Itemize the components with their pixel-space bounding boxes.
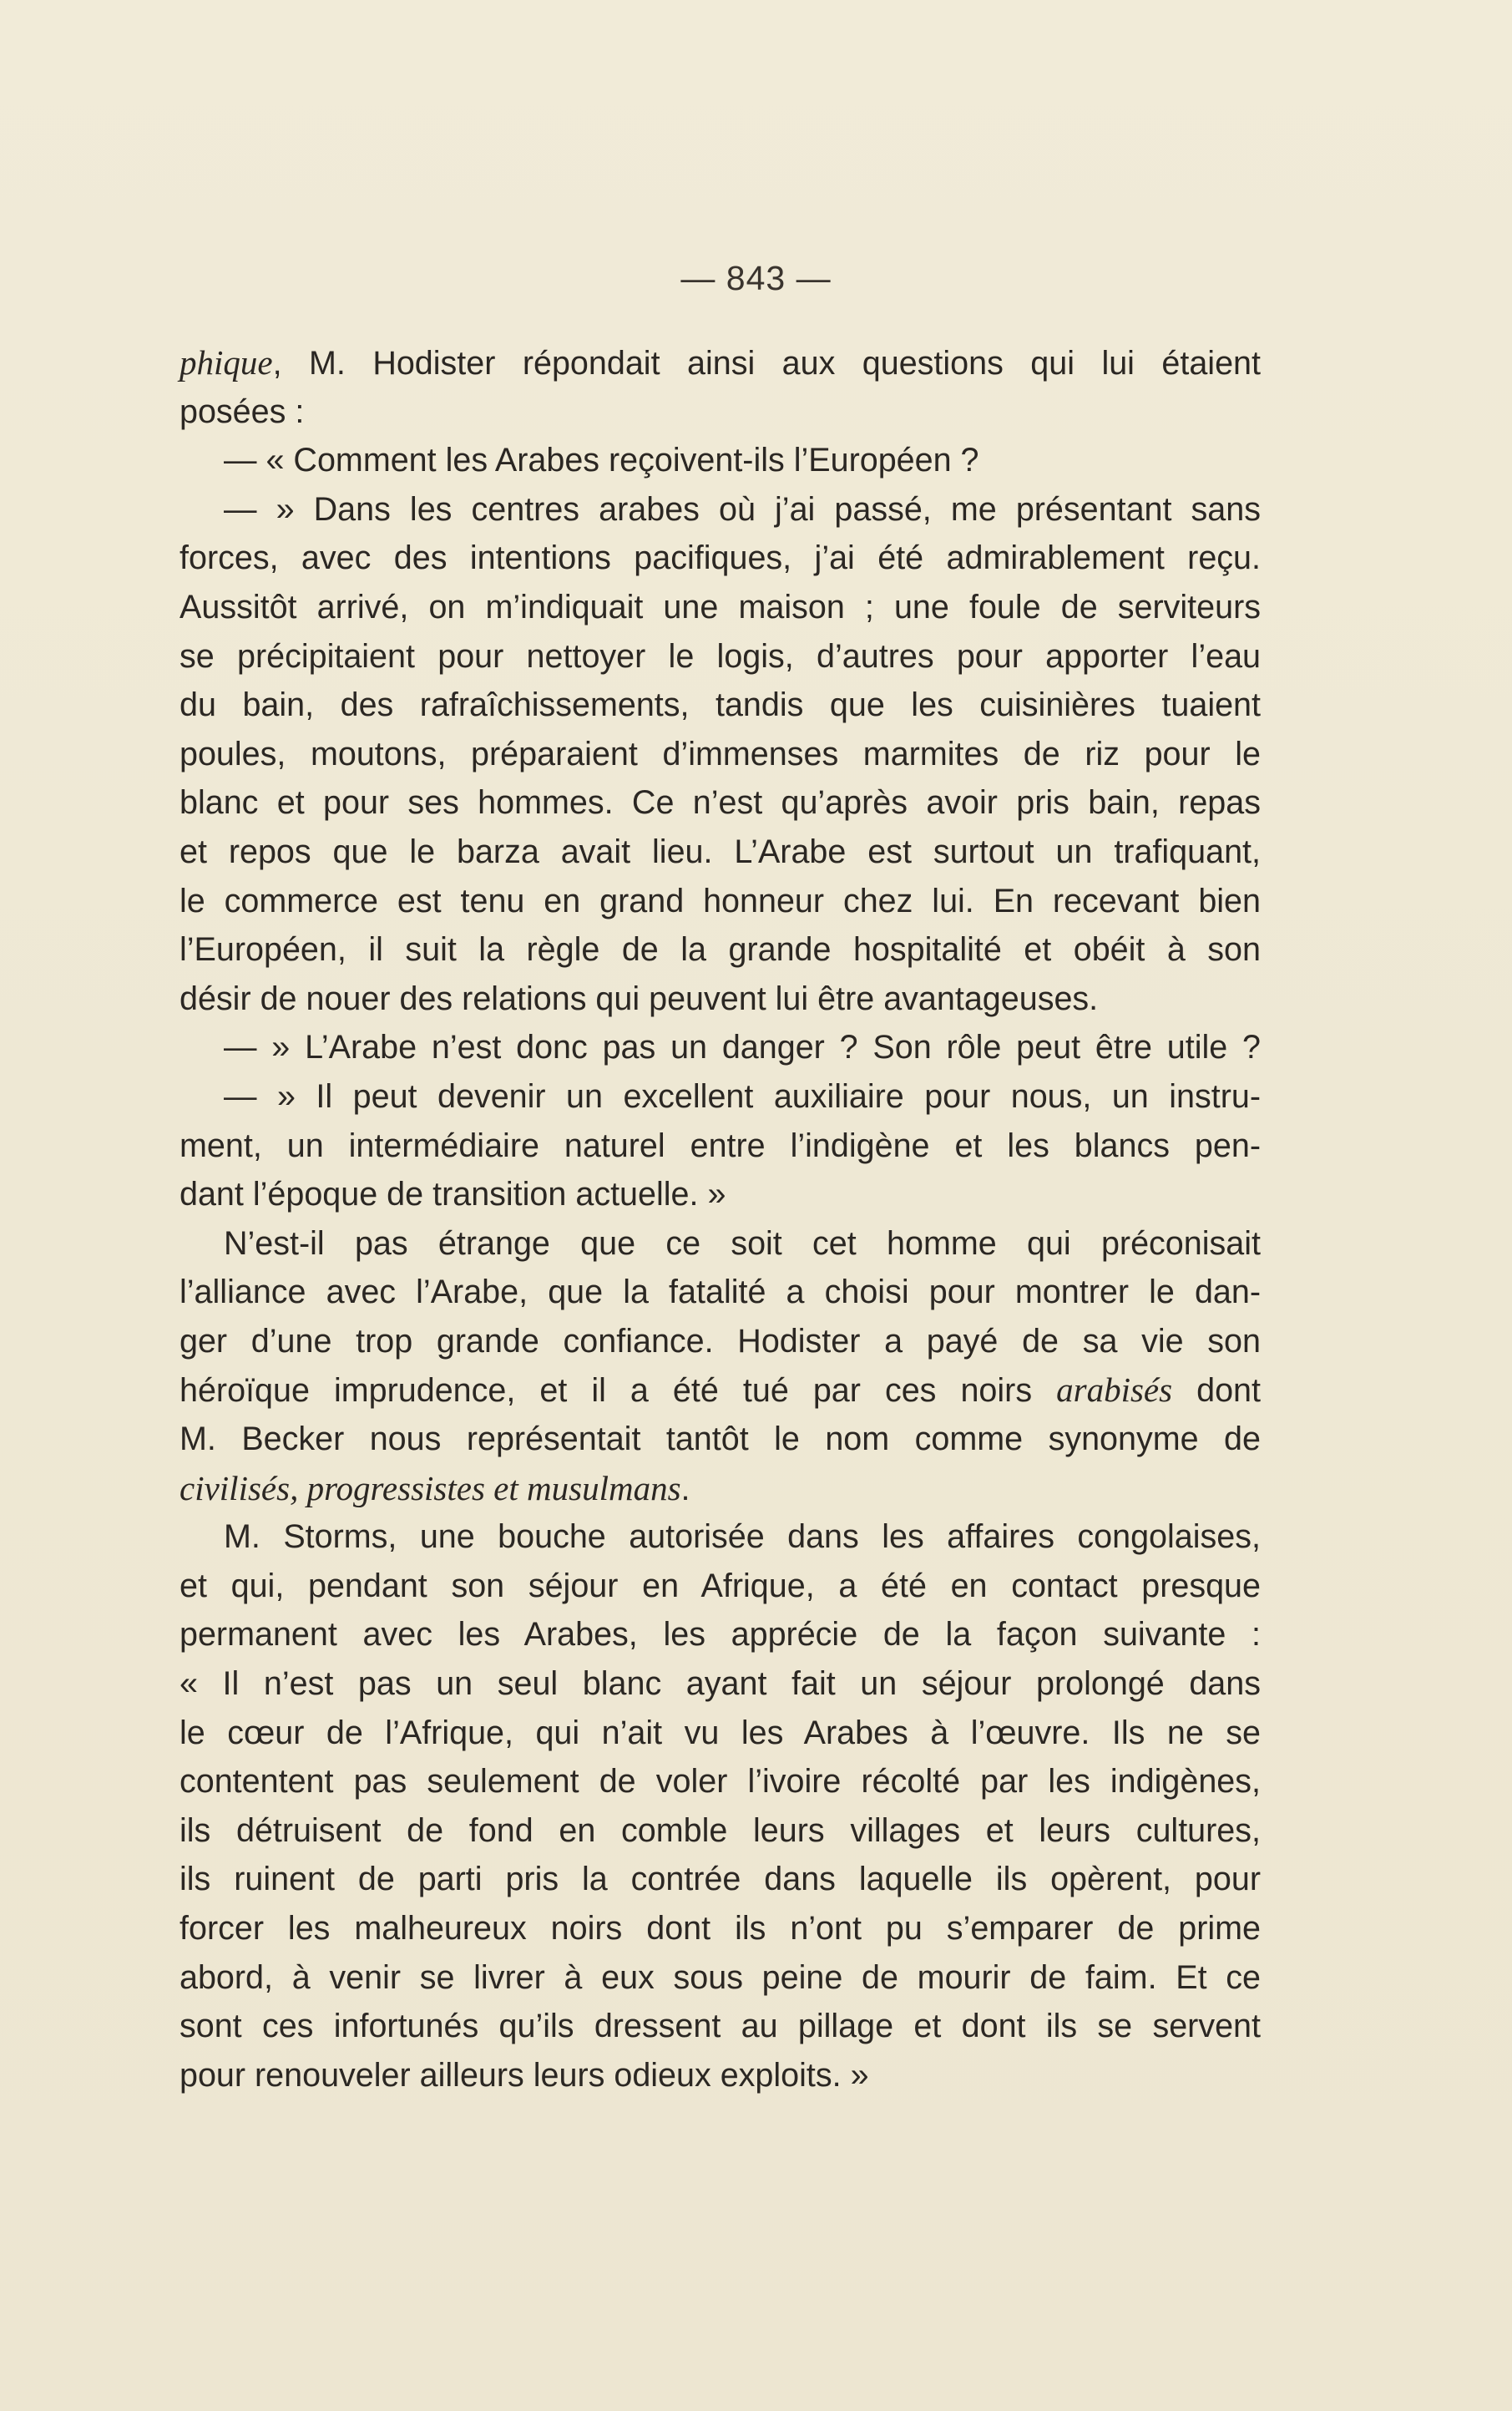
text-segment: M. Becker nous représentait tantôt le nom comme synonyme de — [180, 1421, 1261, 1458]
text-segment: sont ces infortunés qu’ils dressent au pillage et dont ils se servent — [180, 2008, 1261, 2045]
text-segment: héroïque imprudence, et il a été tué par ces noirs — [180, 1372, 1057, 1410]
text-segment: Aussitôt arrivé, on m’indiquait une maison ; une foule de serviteurs — [180, 588, 1261, 626]
body-text — [180, 338, 1261, 2099]
italic-text: civilisés, progressistes et musulmans — [180, 1468, 681, 1507]
text-segment: du bain, des rafraîchissements, tandis que les cuisinières tuaient — [180, 686, 1261, 724]
text-line — [180, 1953, 1261, 2003]
text-line — [180, 1023, 1261, 1072]
text-line — [180, 1855, 1261, 1904]
text-line — [180, 1415, 1261, 1464]
text-segment: N’est-il pas étrange que ce soit cet homme qui préconisait — [224, 1224, 1261, 1262]
text-line — [180, 1562, 1261, 1611]
text-line — [180, 681, 1261, 730]
text-line — [180, 1904, 1261, 1953]
text-line — [180, 1610, 1261, 1659]
text-line — [180, 1757, 1261, 1806]
text-line — [180, 583, 1261, 632]
text-line — [180, 1365, 1261, 1415]
text-segment: ils ruinent de parti pris la contrée dans laquelle ils opèrent, pour — [180, 1861, 1261, 1898]
text-line — [180, 1170, 1261, 1219]
text-line — [180, 1806, 1261, 1856]
text-line — [180, 632, 1261, 681]
text-segment: le cœur de l’Afrique, qui n’ait vu les Arabes à l’œuvre. Ils ne se — [180, 1714, 1261, 1751]
text-line — [180, 730, 1261, 779]
text-segment: blanc et pour ses hommes. Ce n’est qu’après avoir pris bain, repas — [180, 784, 1261, 822]
text-segment: — « Comment les Arabes reçoivent-ils l’Européen ? — [224, 442, 979, 479]
text-segment: l’alliance avec l’Arabe, que la fatalité a choisi pour montrer le dan- — [180, 1274, 1261, 1311]
italic-text: arabisés — [1056, 1370, 1173, 1410]
text-line — [180, 1317, 1261, 1366]
text-line — [180, 1512, 1261, 1562]
text-segment: ger d’une trop grande confiance. Hodister a payé de sa vie son — [180, 1322, 1261, 1360]
text-segment: permanent avec les Arabes, les apprécie de la façon suivante : — [180, 1616, 1261, 1654]
text-segment: , M. Hodister répondait ainsi aux questions qui lui étaient — [272, 345, 1261, 382]
text-segment: — » Il peut devenir un excellent auxiliaire pour nous, un instru- — [224, 1077, 1261, 1115]
text-segment: dont — [1172, 1372, 1261, 1410]
text-line — [180, 1659, 1261, 1709]
text-line — [180, 485, 1261, 534]
text-line — [180, 975, 1261, 1024]
text-line — [180, 1072, 1261, 1122]
text-segment: le commerce est tenu en grand honneur chez lui. En recevant bien — [180, 882, 1261, 919]
text-line — [180, 1268, 1261, 1317]
text-line — [180, 2051, 1261, 2100]
text-segment: désir de nouer des relations qui peuvent lui être avantageuses. — [180, 980, 1099, 1017]
text-segment: poules, moutons, préparaient d’immenses marmites de riz pour le — [180, 735, 1261, 772]
text-line — [180, 2002, 1261, 2051]
text-segment: pour renouveler ailleurs leurs odieux exploits. » — [180, 2056, 869, 2094]
text-line — [180, 925, 1261, 975]
text-segment: et repos que le barza avait lieu. L’Arabe est surtout un trafiquant, — [180, 833, 1261, 870]
text-line — [180, 1709, 1261, 1758]
page-number: — 843 — — [680, 259, 832, 297]
text-segment: M. Storms, une bouche autorisée dans les affaires congolaises, — [224, 1518, 1261, 1556]
text-line — [180, 1122, 1261, 1171]
text-segment: se précipitaient pour nettoyer le logis, d’autres pour apporter l’eau — [180, 637, 1261, 675]
text-line — [180, 1464, 1261, 1513]
text-segment: . — [680, 1470, 690, 1507]
text-segment: ils détruisent de fond en comble leurs villages et leurs cultures, — [180, 1811, 1261, 1849]
text-segment: — » L’Arabe n’est donc pas un danger ? Son rôle peut être utile ? — [224, 1029, 1261, 1066]
text-segment: — » Dans les centres arabes où j’ai passé, me présentant sans — [224, 490, 1261, 528]
text-line — [180, 1219, 1261, 1269]
text-line — [180, 436, 1261, 485]
italic-text: phique — [180, 343, 273, 382]
text-segment: contentent pas seulement de voler l’ivoire récolté par les indigènes, — [180, 1763, 1261, 1801]
text-segment: l’Européen, il suit la règle de la grande hospitalité et obéit à son — [180, 931, 1261, 969]
text-segment: forcer les malheureux noirs dont ils n’ont pu s’emparer de prime — [180, 1910, 1261, 1947]
text-segment: et qui, pendant son séjour en Afrique, a été en contact presque — [180, 1567, 1261, 1604]
text-line — [180, 338, 1261, 387]
text-segment: posées : — [180, 393, 305, 430]
text-line — [180, 387, 1261, 437]
text-line — [180, 778, 1261, 828]
text-segment: « Il n’est pas un seul blanc ayant fait un séjour prolongé dans — [180, 1665, 1261, 1703]
text-line — [180, 534, 1261, 583]
text-segment: ment, un intermédiaire naturel entre l’indigène et les blancs pen- — [180, 1127, 1261, 1164]
text-segment: dant l’époque de transition actuelle. » — [180, 1176, 726, 1213]
text-line — [180, 828, 1261, 877]
text-segment: abord, à venir se livrer à eux sous peine de mourir de faim. Et ce — [180, 1958, 1261, 1996]
text-line — [180, 877, 1261, 926]
text-segment: forces, avec des intentions pacifiques, j’ai été admirablement reçu. — [180, 539, 1261, 577]
